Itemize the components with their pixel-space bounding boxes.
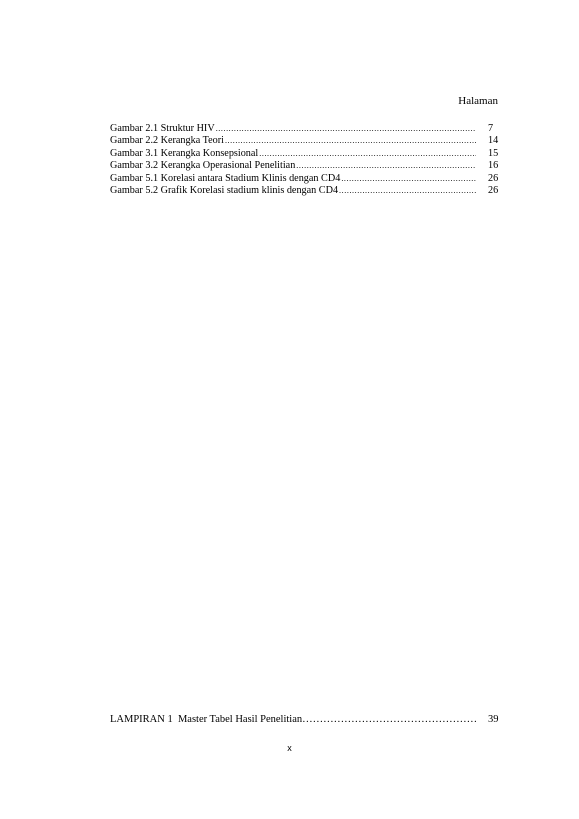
figure-page-number: 26 (488, 172, 499, 184)
figure-page-number: 26 (488, 184, 499, 196)
figure-title: Gambar 5.2 Grafik Korelasi stadium klinis dengan CD4 (110, 184, 339, 196)
dot-leader (225, 135, 476, 147)
figure-page-number: 16 (488, 160, 499, 172)
figure-title: Gambar 2.2 Kerangka Teori (110, 135, 224, 147)
page-number: x (287, 743, 292, 753)
figure-title: Gambar 5.1 Korelasi antara Stadium Klinis dengan CD4 (110, 172, 341, 184)
appendix-entry (110, 713, 510, 726)
list-item (110, 148, 510, 160)
figure-title: Gambar 3.2 Kerangka Operasional Penelitian (110, 160, 296, 172)
dot-leader (302, 713, 476, 726)
figure-title: Gambar 3.1 Kerangka Konsepsional (110, 147, 259, 159)
appendix-page-number: 39 (488, 714, 499, 725)
list-item (110, 135, 510, 147)
dot-leader (341, 173, 476, 185)
dot-leader (339, 185, 476, 197)
figure-list (110, 123, 510, 197)
list-item (110, 160, 510, 172)
dot-leader (259, 148, 476, 160)
figure-title: Gambar 2.1 Struktur HIV (110, 123, 215, 134)
figure-page-number: 7 (488, 123, 494, 134)
list-item (110, 185, 510, 197)
list-item (110, 173, 510, 185)
dot-leader (296, 160, 476, 172)
list-item (110, 123, 510, 135)
page-column-heading: Halaman (458, 95, 498, 107)
dot-leader (216, 123, 476, 135)
appendix-title: LAMPIRAN 1 Master Tabel Hasil Penelitian (110, 714, 303, 725)
figure-page-number: 14 (488, 135, 499, 147)
figure-page-number: 15 (488, 147, 499, 159)
